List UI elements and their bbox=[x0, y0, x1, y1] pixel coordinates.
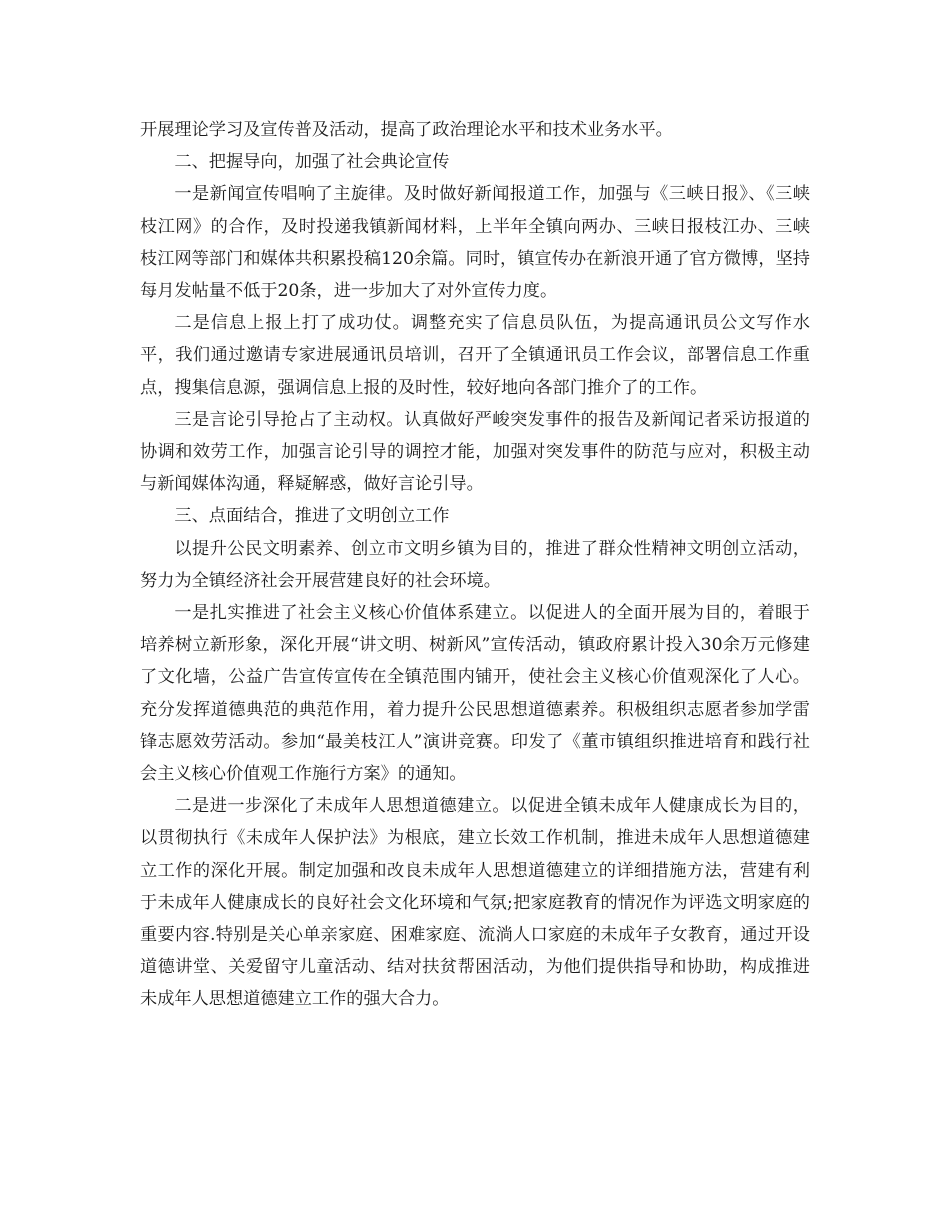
paragraph-minors-morality: 二是进一步深化了未成年人思想道德建立。以促进全镇未成年人健康成长为目的，以贯彻执行《未成年人保护法》为根底，建立长效工作机制，推进未成年人思想道德建立工作的深化开展。制定加强和改良未成年人思想道德建立的详细措施方法，营建有利于未成年人健康成长的良好社会文化环境和气氛;把家庭教育的情况作为评选文明家庭的重要内容.特别是关心单亲家庭、困难家庭、流淌人口家庭的未成年子女教育，通过开设道德讲堂、关爱留守儿童活动、结对扶贫帮困活动，为他们提供指导和协助，构成推进未成年人思想道德建立工作的强大合力。 bbox=[140, 796, 810, 1010]
paragraph-news-publicity: 一是新闻宣传唱响了主旋律。及时做好新闻报道工作，加强与《三峡日报》、《三峡枝江网》的合作，及时投递我镇新闻材料，上半年全镇向两办、三峡日报枝江办、三峡枝江网等部门和媒体共积累投稿120余篇。同时，镇宣传办在新浪开通了官方微博，坚持每月发帖量不低于20条，进一步加大了对外宣传力度。 bbox=[140, 184, 810, 302]
paragraph-opinion-guidance: 三是言论引导抢占了主动权。认真做好严峻突发事件的报告及新闻记者采访报道的协调和效劳工作，加强言论引导的调控才能，加强对突发事件的防范与应对，积极主动与新闻媒体沟通，释疑解惑，做好言论引导。 bbox=[140, 409, 810, 495]
section-heading-2: 二、把握导向，加强了社会典论宣传 bbox=[174, 152, 450, 173]
paragraph-civilization-intro: 以提升公民文明素养、创立市文明乡镇为目的，推进了群众性精神文明创立活动，努力为全镇经济社会开展营建良好的社会环境。 bbox=[140, 538, 810, 591]
document-body bbox=[140, 114, 810, 1016]
paragraph-continuation: 开展理论学习及宣传普及活动，提高了政治理论水平和技术业务水平。 bbox=[140, 120, 673, 140]
paragraph-info-reporting: 二是信息上报上打了成功仗。调整充实了信息员队伍，为提高通讯员公文写作水平，我们通过邀请专家进展通讯员培训，召开了全镇通讯员工作会议，部署信息工作重点，搜集信息源，强调信息上报的及时性，较好地向各部门推介了的工作。 bbox=[140, 313, 810, 398]
paragraph-core-values: 一是扎实推进了社会主义核心价值体系建立。以促进人的全面开展为目的，着眼于培养树立新形象，深化开展“讲文明、树新风”宣传活动，镇政府累计投入30余万元修建了文化墙，公益广告宣传宣传在全镇范围内铺开，使社会主义核心价值观深化了人心。充分发挥道德典范的典范作用，着力提升公民思想道德素养。积极组织志愿者参加学雷锋志愿效劳活动。参加“最美枝江人”演讲竞赛。印发了《董市镇组织推进培育和践行社会主义核心价值观工作施行方案》的通知。 bbox=[140, 603, 810, 785]
section-heading-3: 三、点面结合，推进了文明创立工作 bbox=[174, 506, 450, 527]
